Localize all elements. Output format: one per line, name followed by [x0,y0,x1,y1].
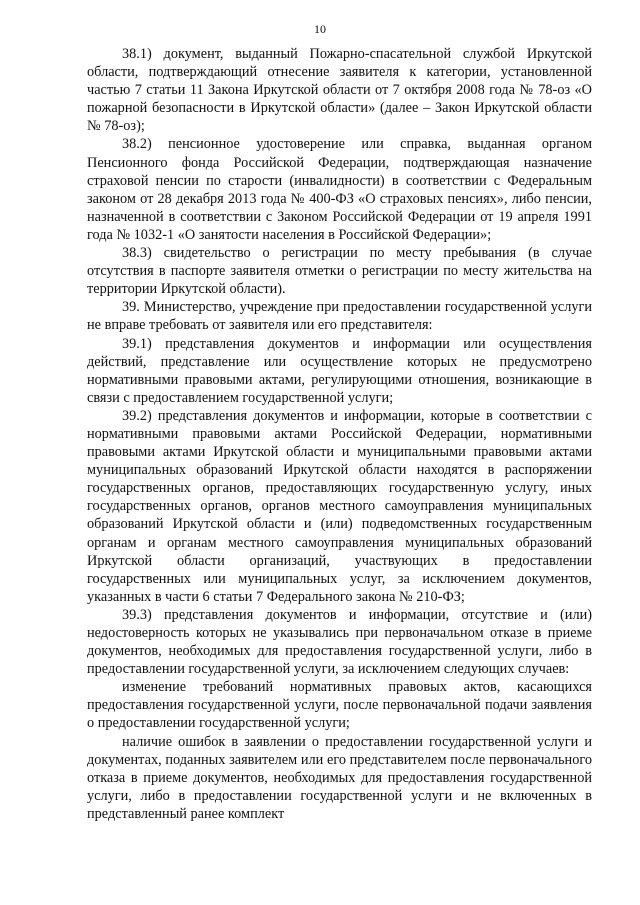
exception-case-1: изменение требований нормативных правовых актов, касающихся предоставления государственной услуги, после первоначальной подачи заявления о предоставлении государственной услуги; [87,679,592,732]
document-body [87,45,592,823]
page-number: 10 [314,22,326,36]
paragraph-39-3: 39.3) представления документов и информации, отсутствие и (или) недостоверность которых не указывались при первоначальном отказе в приеме документов, необходимых для предоставления государственной услуги, либо в предоставлении государственной услуги, за исключением следующих случаев: [87,606,592,678]
paragraph-39-1: 39.1) представления документов и информации или осуществления действий, представление или осуществление которых не предусмотрено нормативными правовыми актами, регулирующими отношения, возникающие в связи с предоставлением государственной услуги; [87,335,592,406]
paragraph-38-3: 38.3) свидетельство о регистрации по месту пребывания (в случае отсутствия в паспорте заявителя отметки о регистрации по месту жительства на территории Иркутской области). [87,245,592,298]
paragraph-39: 39. Министерство, учреждение при предоставлении государственной услуги не вправе требовать от заявителя или его представителя: [87,299,592,334]
paragraph-38-1: 38.1) документ, выданный Пожарно-спасательной службой Иркутской области, подтверждающий отнесение заявителя к категории, установленной частью 7 статьи 11 Закона Иркутской области от 7 октября 2008 года № 78-оз «О пожарной безопасности в Иркутской области» (далее – Закон Иркутской области № 78-оз); [87,46,592,135]
exception-case-2: наличие ошибок в заявлении о предоставлении государственной услуги и документах, поданных заявителем или его представителем после первоначального отказа в приеме документов, необходимых для предоставления государственной услуги, либо в предоставлении государственной услуги и не включенных в представленный ранее комплект [87,733,592,822]
paragraph-38-2: 38.2) пенсионное удостоверение или справка, выданная органом Пенсионного фонда Российской Федерации, подтверждающая назначение страховой пенсии по старости (инвалидности) в соответствии с Федеральным законом от 28 декабря 2013 года № 400-ФЗ «О страховых пенсиях», либо пенсии, назначенной в соответствии с Законом Российской Федерации от 19 апреля 1991 года № 1032-1 «О занятости населения в Российской Федерации»; [87,136,592,243]
paragraph-39-2: 39.2) представления документов и информации, которые в соответствии с нормативными правовыми актами Российской Федерации, нормативными правовыми актами Иркутской области и муниципальными правовыми актами муниципальных образований Иркутской области находятся в распоряжении государственных органов, предоставляющих государственную услугу, иных государственных органов, органов местного самоуправления муниципальных образований Иркутской области и (или) подведомственных государственным органам и органам местного самоуправления муниципальных образований Иркутской области организаций, участвующих в предоставлении государственных или муниципальных услуг, за исключением документов, указанных в части 6 статьи 7 Федерального закона № 210-ФЗ; [87,407,592,605]
